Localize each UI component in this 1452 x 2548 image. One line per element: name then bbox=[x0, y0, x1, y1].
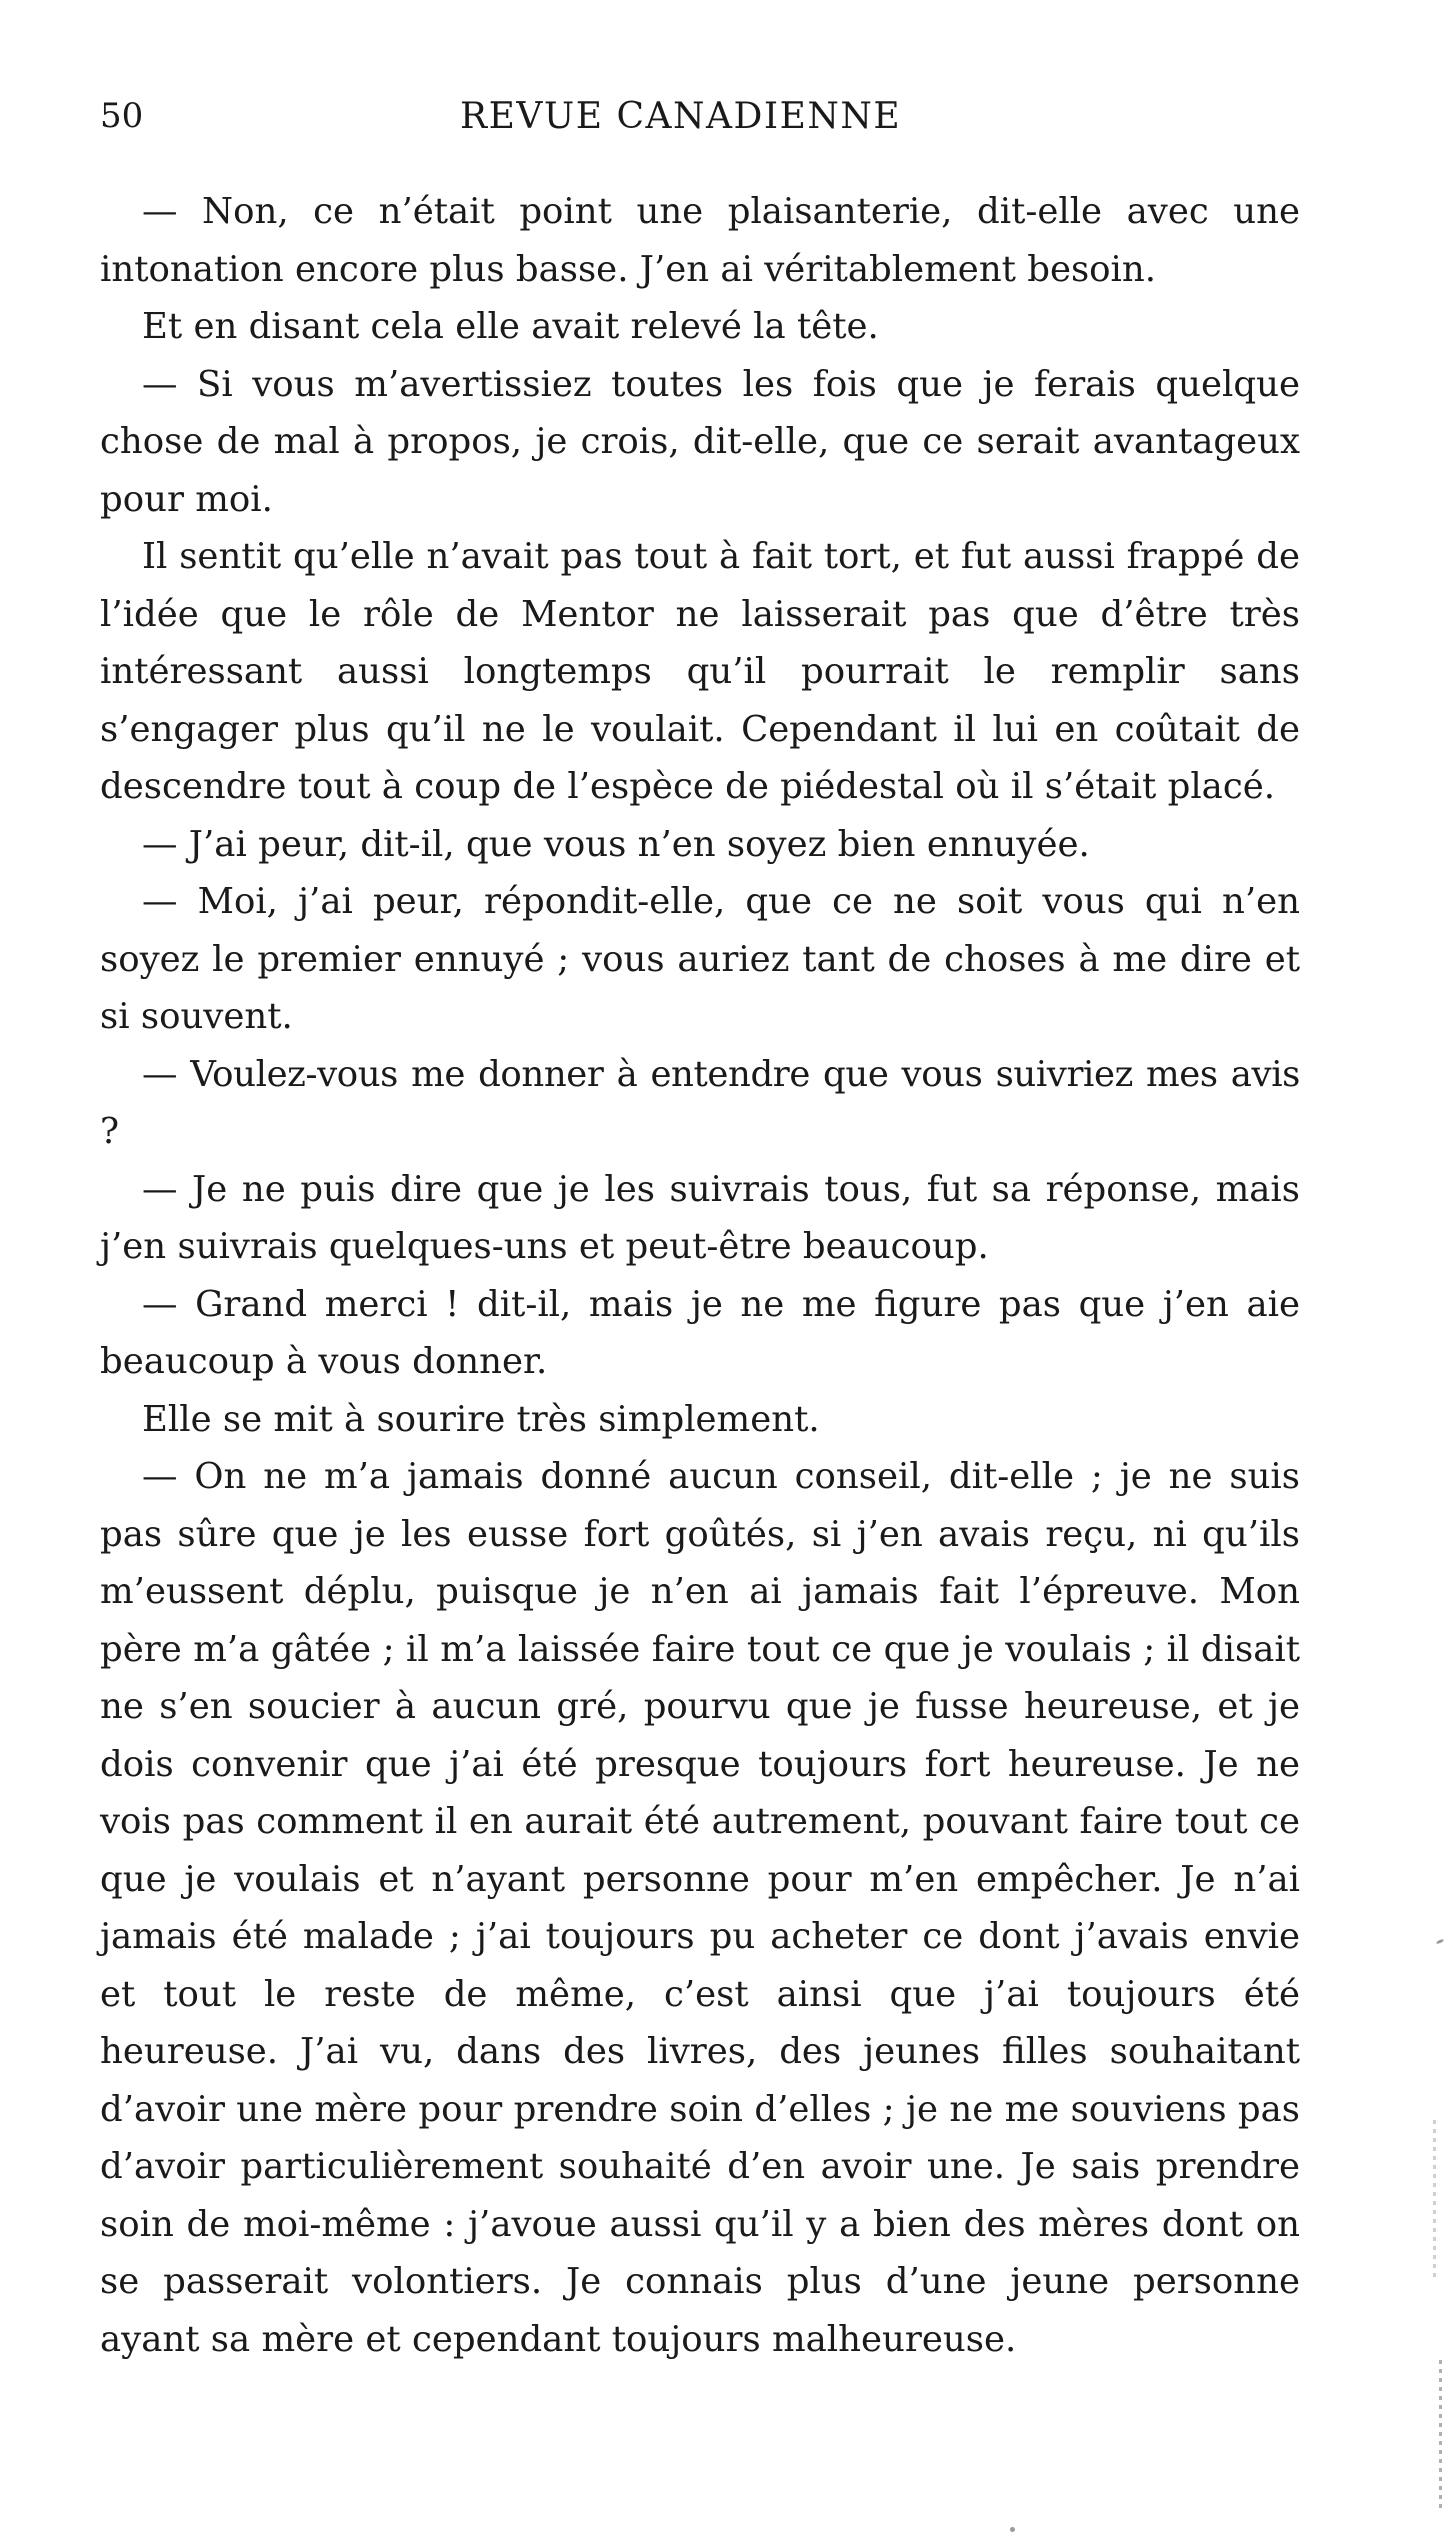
paragraph: — Si vous m’avertissiez toutes les fois que je ferais quelque chose de mal à propos, je crois, dit-elle, que ce serait avantageux pour moi. bbox=[100, 363, 1300, 520]
body-text bbox=[100, 183, 1300, 2368]
running-title: REVUE CANADIENNE bbox=[460, 96, 902, 137]
page-number: 50 bbox=[100, 96, 144, 136]
paragraph: — Je ne puis dire que je les suivrais tous, fut sa réponse, mais j’en suivrais quelques-uns et peut-être beaucoup. bbox=[100, 1168, 1300, 1267]
scan-speck bbox=[1436, 1938, 1445, 1944]
scan-margin-mark bbox=[1433, 2120, 1436, 2280]
paragraph: Il sentit qu’elle n’avait pas tout à fait tort, et fut aussi frappé de l’idée que le rôle de Mentor ne laisserait pas que d’être très intéressant aussi longtemps qu’il pourrait le remplir sans s’engager plus qu’il ne le voulait. Cependant il lui en coûtait de descendre tout à coup de l’espèce de piédestal où il s’était placé. bbox=[100, 536, 1300, 807]
paragraph: — Voulez-vous me donner à entendre que vous suivriez mes avis ? bbox=[100, 1053, 1300, 1152]
paragraph: Elle se mit à sourire très simplement. bbox=[142, 1398, 820, 1440]
paragraph: — On ne m’a jamais donné aucun conseil, dit-elle ; je ne suis pas sûre que je les eusse fort goûtés, si j’en avais reçu, ni qu’ils m’eussent déplu, puisque je n’en ai jamais fait l’épreuve. Mon père m’a gâtée ; il m’a laissée faire tout ce que je voulais ; il disait ne s’en soucier à aucun gré, pourvu que je fusse heureuse, et je dois convenir que j’ai été presque toujours fort heureuse. Je ne vois pas comment il en aurait été autrement, pouvant faire tout ce que je voulais et n’ayant personne pour m’en empêcher. Je n’ai jamais été malade ; j’ai toujours pu acheter ce dont j’avais envie et tout le reste de même, c’est ainsi que j’ai toujours été heureuse. J’ai vu, dans des livres, des jeunes filles souhaitant d’avoir une mère pour prendre soin d’elles ; je ne me souviens pas d’avoir particulièrement souhaité d’en avoir une. Je sais prendre soin de moi-même : j’avoue aussi qu’il y a bien des mères dont on se passerait volontiers. Je connais plus d’une jeune personne ayant sa mère et cependant toujours malheureuse. bbox=[100, 1456, 1300, 2360]
paragraph: — Non, ce n’était point une plaisanterie, dit-elle avec une intonation encore plus basse. J’en ai véritablement besoin. bbox=[100, 191, 1300, 290]
paragraph: Et en disant cela elle avait relevé la tête. bbox=[142, 306, 879, 347]
page-header bbox=[100, 96, 1300, 156]
paragraph: — Grand merci ! dit-il, mais je ne me figure pas que j’en aie beaucoup à vous donner. bbox=[100, 1283, 1300, 1382]
paragraph: — J’ai peur, dit-il, que vous n’en soyez bien ennuyée. bbox=[142, 823, 1090, 865]
paragraph: — Moi, j’ai peur, répondit-elle, que ce ne soit vous qui n’en soyez le premier ennuyé ; vous auriez tant de choses à me dire et si souvent. bbox=[100, 881, 1300, 1037]
scan-speck bbox=[1010, 2527, 1015, 2532]
scan-margin-mark bbox=[1439, 2360, 1442, 2510]
